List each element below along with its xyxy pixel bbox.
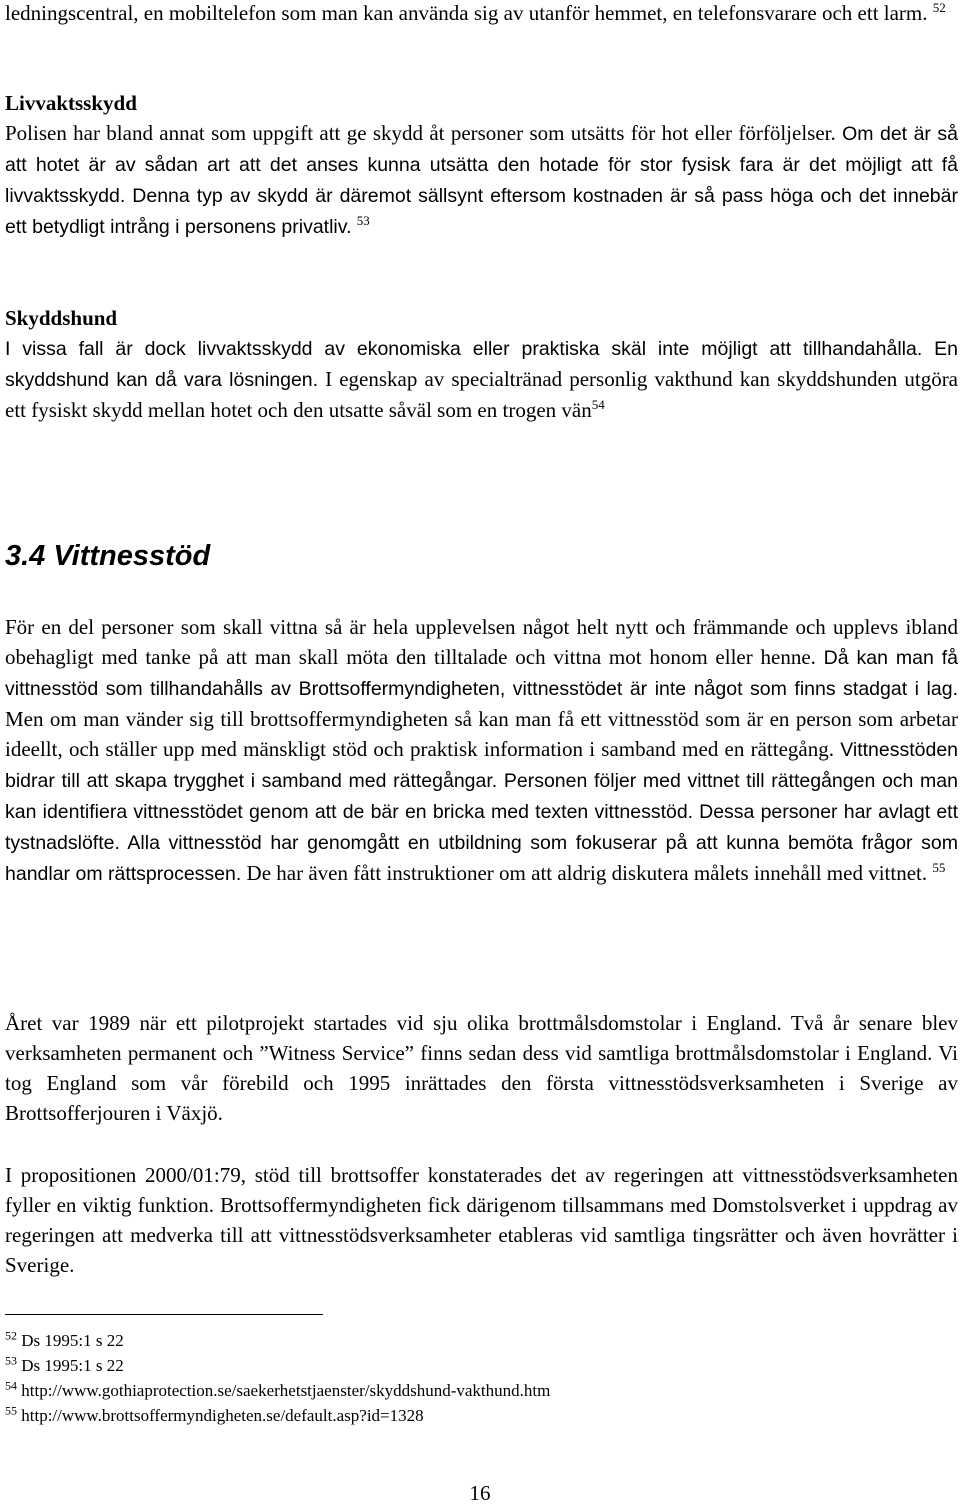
footnote-ref-55: 55 bbox=[932, 860, 946, 875]
footnote-54 bbox=[5, 1378, 550, 1403]
footnote-53 bbox=[5, 1353, 124, 1378]
para1-d: Vittnesstöden bidrar till att skapa trygghet i samband med rättegångar. Personen följer med vittnet till rättegången och man kan identifiera vittnesstödet genom att de bär en bricka med texten vittnesstöd. bbox=[5, 739, 959, 823]
footnote-ref-52: 52 bbox=[932, 0, 946, 15]
heading-skyddshund: Skyddshund bbox=[5, 306, 118, 330]
footnote-52 bbox=[5, 1328, 124, 1353]
footnote-number: 55 bbox=[5, 1403, 17, 1418]
heading-livvaktsskydd: Livvaktsskydd bbox=[5, 91, 137, 115]
section-livvaktsskydd bbox=[5, 88, 958, 242]
para1-f: De har även fått instruktioner om att aldrig diskutera målets innehåll med vittnet. bbox=[246, 861, 928, 885]
para1-b: Då kan man få vittnesstöd som tillhandahålls av Brottsoffermyndigheten, vittnesstödet är inte något som finns stadgat i lag. bbox=[5, 647, 958, 700]
paragraph-intro-text: ledningscentral, en mobiltelefon som man kan använda sig av utanför hemmet, en telefonsvarare och ett larm. bbox=[5, 1, 928, 25]
section-skyddshund bbox=[5, 303, 958, 425]
footnote-text: Ds 1995:1 s 22 bbox=[21, 1331, 124, 1350]
page-number: 16 bbox=[469, 1481, 491, 1505]
footnote-ref-54: 54 bbox=[591, 397, 605, 412]
paragraph-proposition: I propositionen 2000/01:79, stöd till brottsoffer konstaterades det av regeringen att vittnesstödsverksamheten fyller en viktig funktion. Brottsoffermyndigheten fick därigenom tillsammans med Domstolsverket i uppdrag av regeringen att medverka till att vittnesstödsverksamheter etableras vid samtliga tingsrätter och även hovrätter i Sverige. bbox=[5, 1163, 958, 1277]
paragraph-history: Året var 1989 när ett pilotprojekt startades vid sju olika brottmålsdomstolar i England. Två år senare blev verksamheten permanent och ”Witness Service” finns sedan dess vid samtliga brottmålsdomstolar i England. Vi tog England som vår förebild och 1995 inrättades den första vittnesstödsverksamheten i Sverige av Brottsofferjouren i Växjö. bbox=[5, 1011, 958, 1125]
para1-e: Dessa personer har avlagt ett tystnadslöfte. Alla vittnesstöd har genomgått en utbildning som fokuserar på att kunna bemöta frågor som handlar om rättsprocessen. bbox=[5, 801, 959, 885]
paragraph-vittnesstod bbox=[5, 612, 958, 889]
skyddshund-text-sans: I vissa fall är dock livvaktsskydd av ekonomiska eller praktiska skäl inte möjligt att tillhandahålla. En skyddshund kan då vara lösningen. bbox=[5, 338, 958, 391]
footnote-55 bbox=[5, 1403, 424, 1428]
para1-a: För en del personer som skall vittna så är hela upplevelsen något helt nytt och främmande och upplevs ibland obehagligt med tanke på att man skall möta den tilltalade och vittna mot honom eller henne. bbox=[5, 615, 958, 669]
footnote-number: 52 bbox=[5, 1328, 17, 1343]
paragraph-intro bbox=[5, 0, 958, 28]
skyddshund-text-serif: I egenskap av specialtränad personlig vakthund kan skyddshunden utgöra ett fysiskt skydd mellan hotet och den utsatte såväl som en trogen vän bbox=[5, 367, 959, 422]
livvakt-text-sans: Om det är så att hotet är av sådan art att det anses kunna utsätta den hotade för stor fysisk fara är det möjligt att få livvaktsskydd. Denna typ av skydd är däremot sällsynt eftersom kostnaden är så pass höga och det innebär ett betydligt intrång i personens privatliv. bbox=[5, 123, 959, 238]
livvakt-text-serif: Polisen har bland annat som uppgift att ge skydd åt personer som utsätts för hot eller förföljelser. bbox=[5, 121, 836, 145]
footnote-link[interactable]: http://www.brottsoffermyndigheten.se/default.asp?id=1328 bbox=[21, 1406, 424, 1425]
footnote-number: 54 bbox=[5, 1378, 17, 1393]
footnote-separator bbox=[5, 1314, 323, 1315]
footnote-number: 53 bbox=[5, 1353, 17, 1368]
section-heading-vittnesstod: 3.4 Vittnesstöd bbox=[5, 540, 211, 572]
footnote-text: Ds 1995:1 s 22 bbox=[21, 1356, 124, 1375]
footnote-link[interactable]: http://www.gothiaprotection.se/saekerhetstjaenster/skyddshund-vakthund.htm bbox=[21, 1381, 551, 1400]
para1-c: Men om man vänder sig till brottsoffermyndigheten så kan man få ett vittnesstöd som är en person som arbetar ideellt, och ställer upp med mänskligt stöd och praktisk information i samband med en rättegång. bbox=[5, 707, 958, 761]
footnote-ref-53: 53 bbox=[356, 213, 370, 228]
